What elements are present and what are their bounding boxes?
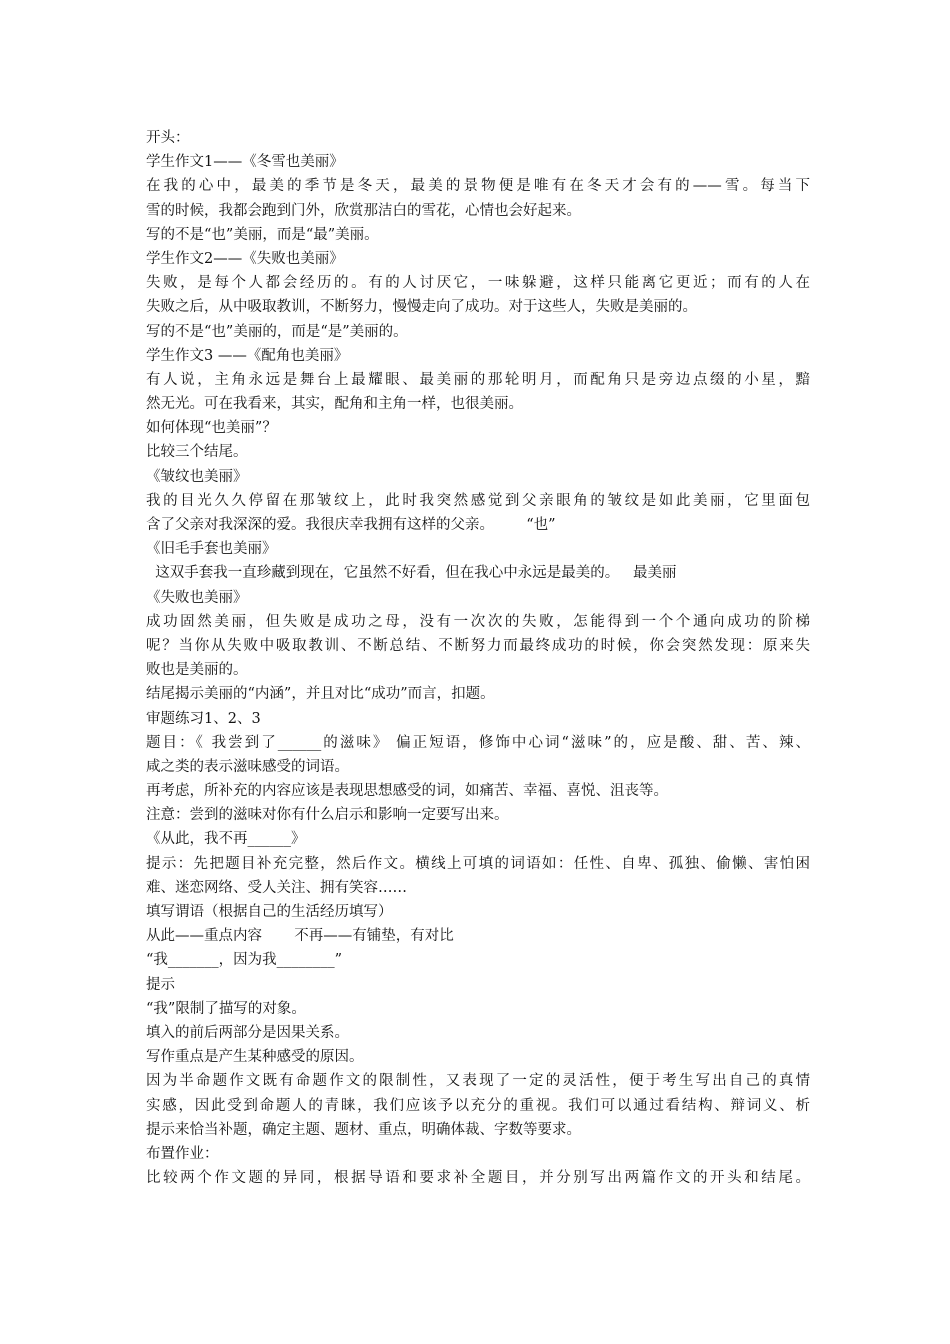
- text-line: 咸之类的表示滋味感受的词语。: [146, 758, 349, 775]
- text-line: 然无光。可在我看来，其实，配角和主角一样，也很美丽。: [146, 396, 523, 413]
- text-line: 难、迷恋网络、受人关注、拥有笑容……: [146, 879, 407, 896]
- text-line: 《失败也美丽》: [146, 589, 248, 606]
- document-body: [146, 126, 810, 1190]
- text-line: 有人说，主角永远是舞台上最耀眼、最美丽的那轮明月，而配角只是旁边点缀的小星，黯: [146, 371, 810, 388]
- text-line: 写作重点是产生某种感受的原因。: [146, 1049, 364, 1066]
- text-line: 写的不是“也”美丽的，而是“是”美丽的。: [146, 323, 408, 340]
- text-line: 成功固然美丽，但失败是成功之母，没有一次次的失败，怎能得到一个个通向成功的阶梯: [146, 613, 810, 630]
- text-line: 败也是美丽的。: [146, 662, 248, 679]
- text-line: 失败，是每个人都会经历的。有的人讨厌它，一味躲避，这样只能离它更近；而有的人在: [146, 275, 810, 292]
- text-line: 比较三个结尾。: [146, 444, 248, 461]
- text-line: 比较两个作文题的异同，根据导语和要求补全题目，并分别写出两篇作文的开头和结尾。: [146, 1170, 810, 1187]
- text-line: 学生作文3 ——《配角也美丽》: [146, 347, 349, 364]
- text-line: 这双手套我一直珍藏到现在，它虽然不好看，但在我心中永远是最美的。 最美丽: [146, 565, 677, 582]
- text-line: 审题练习1、2、3: [146, 710, 261, 727]
- text-line: 含了父亲对我深深的爱。我很庆幸我拥有这样的父亲。 “也”: [146, 517, 556, 533]
- text-line: 再考虑，所补充的内容应该是表现思想感受的词，如痛苦、幸福、喜悦、沮丧等。: [146, 783, 668, 800]
- text-line: 《皱纹也美丽》: [146, 468, 248, 485]
- text-line: 提示来恰当补题，确定主题、题材、重点，明确体裁、字数等要求。: [146, 1121, 581, 1138]
- text-line: 开头：: [146, 130, 190, 146]
- text-line: 填入的前后两部分是因果关系。: [146, 1024, 349, 1041]
- text-line: 提示：先把题目补充完整，然后作文。横线上可填的词语如：任性、自卑、孤独、偷懒、害怕困: [146, 855, 810, 872]
- text-line: 因为半命题作文既有命题作文的限制性，又表现了一定的灵活性，便于考生写出自己的真情: [146, 1073, 810, 1090]
- text-line: 布置作业：: [146, 1145, 219, 1162]
- text-line: “我_______，因为我________”: [146, 952, 343, 969]
- text-line: 从此——重点内容 不再——有铺垫，有对比: [146, 928, 454, 945]
- text-line: 在我的心中，最美的季节是冬天，最美的景物便是唯有在冬天才会有的——雪。每当下: [146, 178, 810, 195]
- text-line: “我”限制了描写的对象。: [146, 1000, 306, 1017]
- text-line: 实感，因此受到命题人的青睐，我们应该予以充分的重视。我们可以通过看结构、辩词义、析: [146, 1097, 810, 1114]
- text-line: 注意：尝到的滋味对你有什么启示和影响一定要写出来。: [146, 807, 509, 824]
- text-line: 呢？当你从失败中吸取教训、不断总结、不断努力而最终成功的时候，你会突然发现：原来失: [146, 637, 810, 654]
- text-line: 题目：《 我尝到了______的滋味》 偏正短语，修饰中心词“滋味”的，应是酸、甜、苦、辣、: [146, 734, 810, 751]
- text-line: 《旧毛手套也美丽》: [146, 541, 277, 558]
- text-line: 结尾揭示美丽的“内涵”，并且对比“成功”而言，扣题。: [146, 686, 495, 703]
- text-line: 如何体现“也美丽”？: [146, 420, 277, 437]
- text-line: 《从此，我不再______》: [146, 831, 306, 848]
- text-line: 学生作文2——《失败也美丽》: [146, 250, 344, 267]
- text-line: 雪的时候，我都会跑到门外，欣赏那洁白的雪花，心情也会好起来。: [146, 202, 581, 219]
- text-line: 填写谓语（根据自己的生活经历填写）: [146, 904, 393, 920]
- text-line: 我的目光久久停留在那皱纹上，此时我突然感觉到父亲眼角的皱纹是如此美丽，它里面包: [146, 492, 810, 509]
- text-line: 写的不是“也”美丽，而是“最”美丽。: [146, 226, 379, 243]
- text-line: 提示: [146, 976, 175, 993]
- text-line: 失败之后，从中吸取教训，不断努力，慢慢走向了成功。对于这些人，失败是美丽的。: [146, 299, 697, 316]
- text-line: 学生作文1——《冬雪也美丽》: [146, 154, 344, 171]
